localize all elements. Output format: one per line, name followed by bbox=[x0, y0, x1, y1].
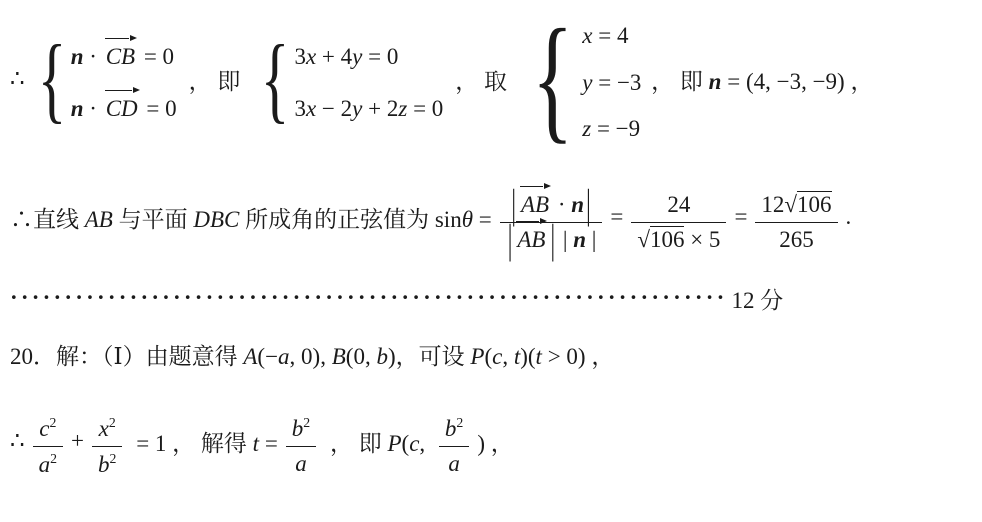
fraction-denominator: $a^2$ bbox=[38, 450, 58, 477]
equals-sign: = bbox=[734, 204, 748, 229]
closing-paren-comma: ) ， bbox=[477, 430, 514, 456]
line-ellipse-substitution bbox=[10, 382, 982, 500]
equation-z-value: z = −9 bbox=[582, 116, 641, 142]
left-brace-icon: { bbox=[531, 1, 574, 156]
fraction-numerator: $b^2$ bbox=[291, 415, 311, 441]
plus-sign: + bbox=[71, 428, 85, 453]
fraction-b2-a-point bbox=[439, 405, 469, 477]
fraction-numerator: $b^2$ bbox=[444, 415, 464, 441]
left-brace-icon: { bbox=[261, 25, 290, 132]
equation-x-value: x = 4 bbox=[582, 23, 629, 49]
fraction-numerator: | AB · n| bbox=[511, 181, 591, 227]
line-problem-20 bbox=[10, 334, 982, 374]
period: . bbox=[845, 204, 852, 229]
line-score bbox=[10, 278, 982, 318]
fraction-abs-dot-product bbox=[500, 181, 603, 262]
fraction-numerator: 24 bbox=[667, 191, 691, 217]
fraction-denominator: a bbox=[295, 450, 307, 476]
equation-3x-2y-2z: 3x − 2y + 2z = 0 bbox=[294, 96, 444, 121]
point-p-text: ， 即 P(c, bbox=[324, 430, 431, 456]
fraction-12sqrt106-over-265 bbox=[755, 182, 837, 253]
fraction-x2-b2 bbox=[92, 405, 122, 478]
score-label: 12 分 bbox=[731, 287, 784, 313]
system-rows bbox=[582, 15, 641, 142]
fraction-24-over-sqrt106x5 bbox=[631, 182, 726, 253]
connector-ji: ， 即 bbox=[188, 68, 241, 94]
fraction-denominator: 265 bbox=[779, 226, 814, 252]
system-rows bbox=[71, 36, 177, 123]
equation-system-linear bbox=[252, 25, 444, 132]
fraction-numerator: 12√106 bbox=[761, 191, 832, 217]
left-brace-icon: { bbox=[37, 25, 66, 132]
fraction-denominator: √106 × 5 bbox=[637, 226, 721, 252]
equation-3x-4y: 3x + 4y = 0 bbox=[294, 43, 399, 69]
system-rows bbox=[294, 36, 443, 123]
line-sine-value bbox=[10, 158, 982, 276]
connector-qu: ， 取 bbox=[455, 68, 508, 94]
dotted-leader: ·································································· bbox=[10, 285, 728, 310]
equation-system-normal-vector bbox=[29, 25, 177, 132]
equals-sign: = bbox=[610, 204, 624, 229]
equation-system-solution bbox=[519, 1, 642, 156]
fraction-numerator: $c^2$ bbox=[39, 414, 57, 441]
equation-y-value: y = −3 bbox=[582, 69, 642, 95]
equation-n-dot-cd: n · CD = 0 bbox=[70, 96, 177, 121]
fraction-numerator: $x^2$ bbox=[98, 414, 116, 441]
problem-20-text: 20．解：（Ⅰ）由题意得 A(−a, 0), B(0, b)，可设 P(c, t)(t > 0) ， bbox=[10, 343, 615, 369]
equation-n-dot-cb: n · CB = 0 bbox=[70, 43, 175, 69]
therefore-symbol: ∴ bbox=[10, 428, 25, 453]
normal-vector-result: ， 即 n = (4, −3, −9) ， bbox=[645, 68, 874, 94]
solve-text: = 1 ， 解得 t = bbox=[130, 430, 278, 456]
fraction-b2-a bbox=[286, 405, 316, 477]
fraction-denominator: | AB | | n | bbox=[507, 216, 597, 262]
sine-statement-text: ∴直线 AB 与平面 DBC 所成角的正弦值为 sinθ = bbox=[10, 206, 492, 232]
fraction-denominator: a bbox=[448, 450, 460, 476]
fraction-c2-a2 bbox=[33, 405, 63, 478]
fraction-denominator: $b^2$ bbox=[98, 450, 117, 477]
line-vector-systems bbox=[10, 1, 982, 156]
therefore-symbol: ∴ bbox=[10, 66, 25, 91]
